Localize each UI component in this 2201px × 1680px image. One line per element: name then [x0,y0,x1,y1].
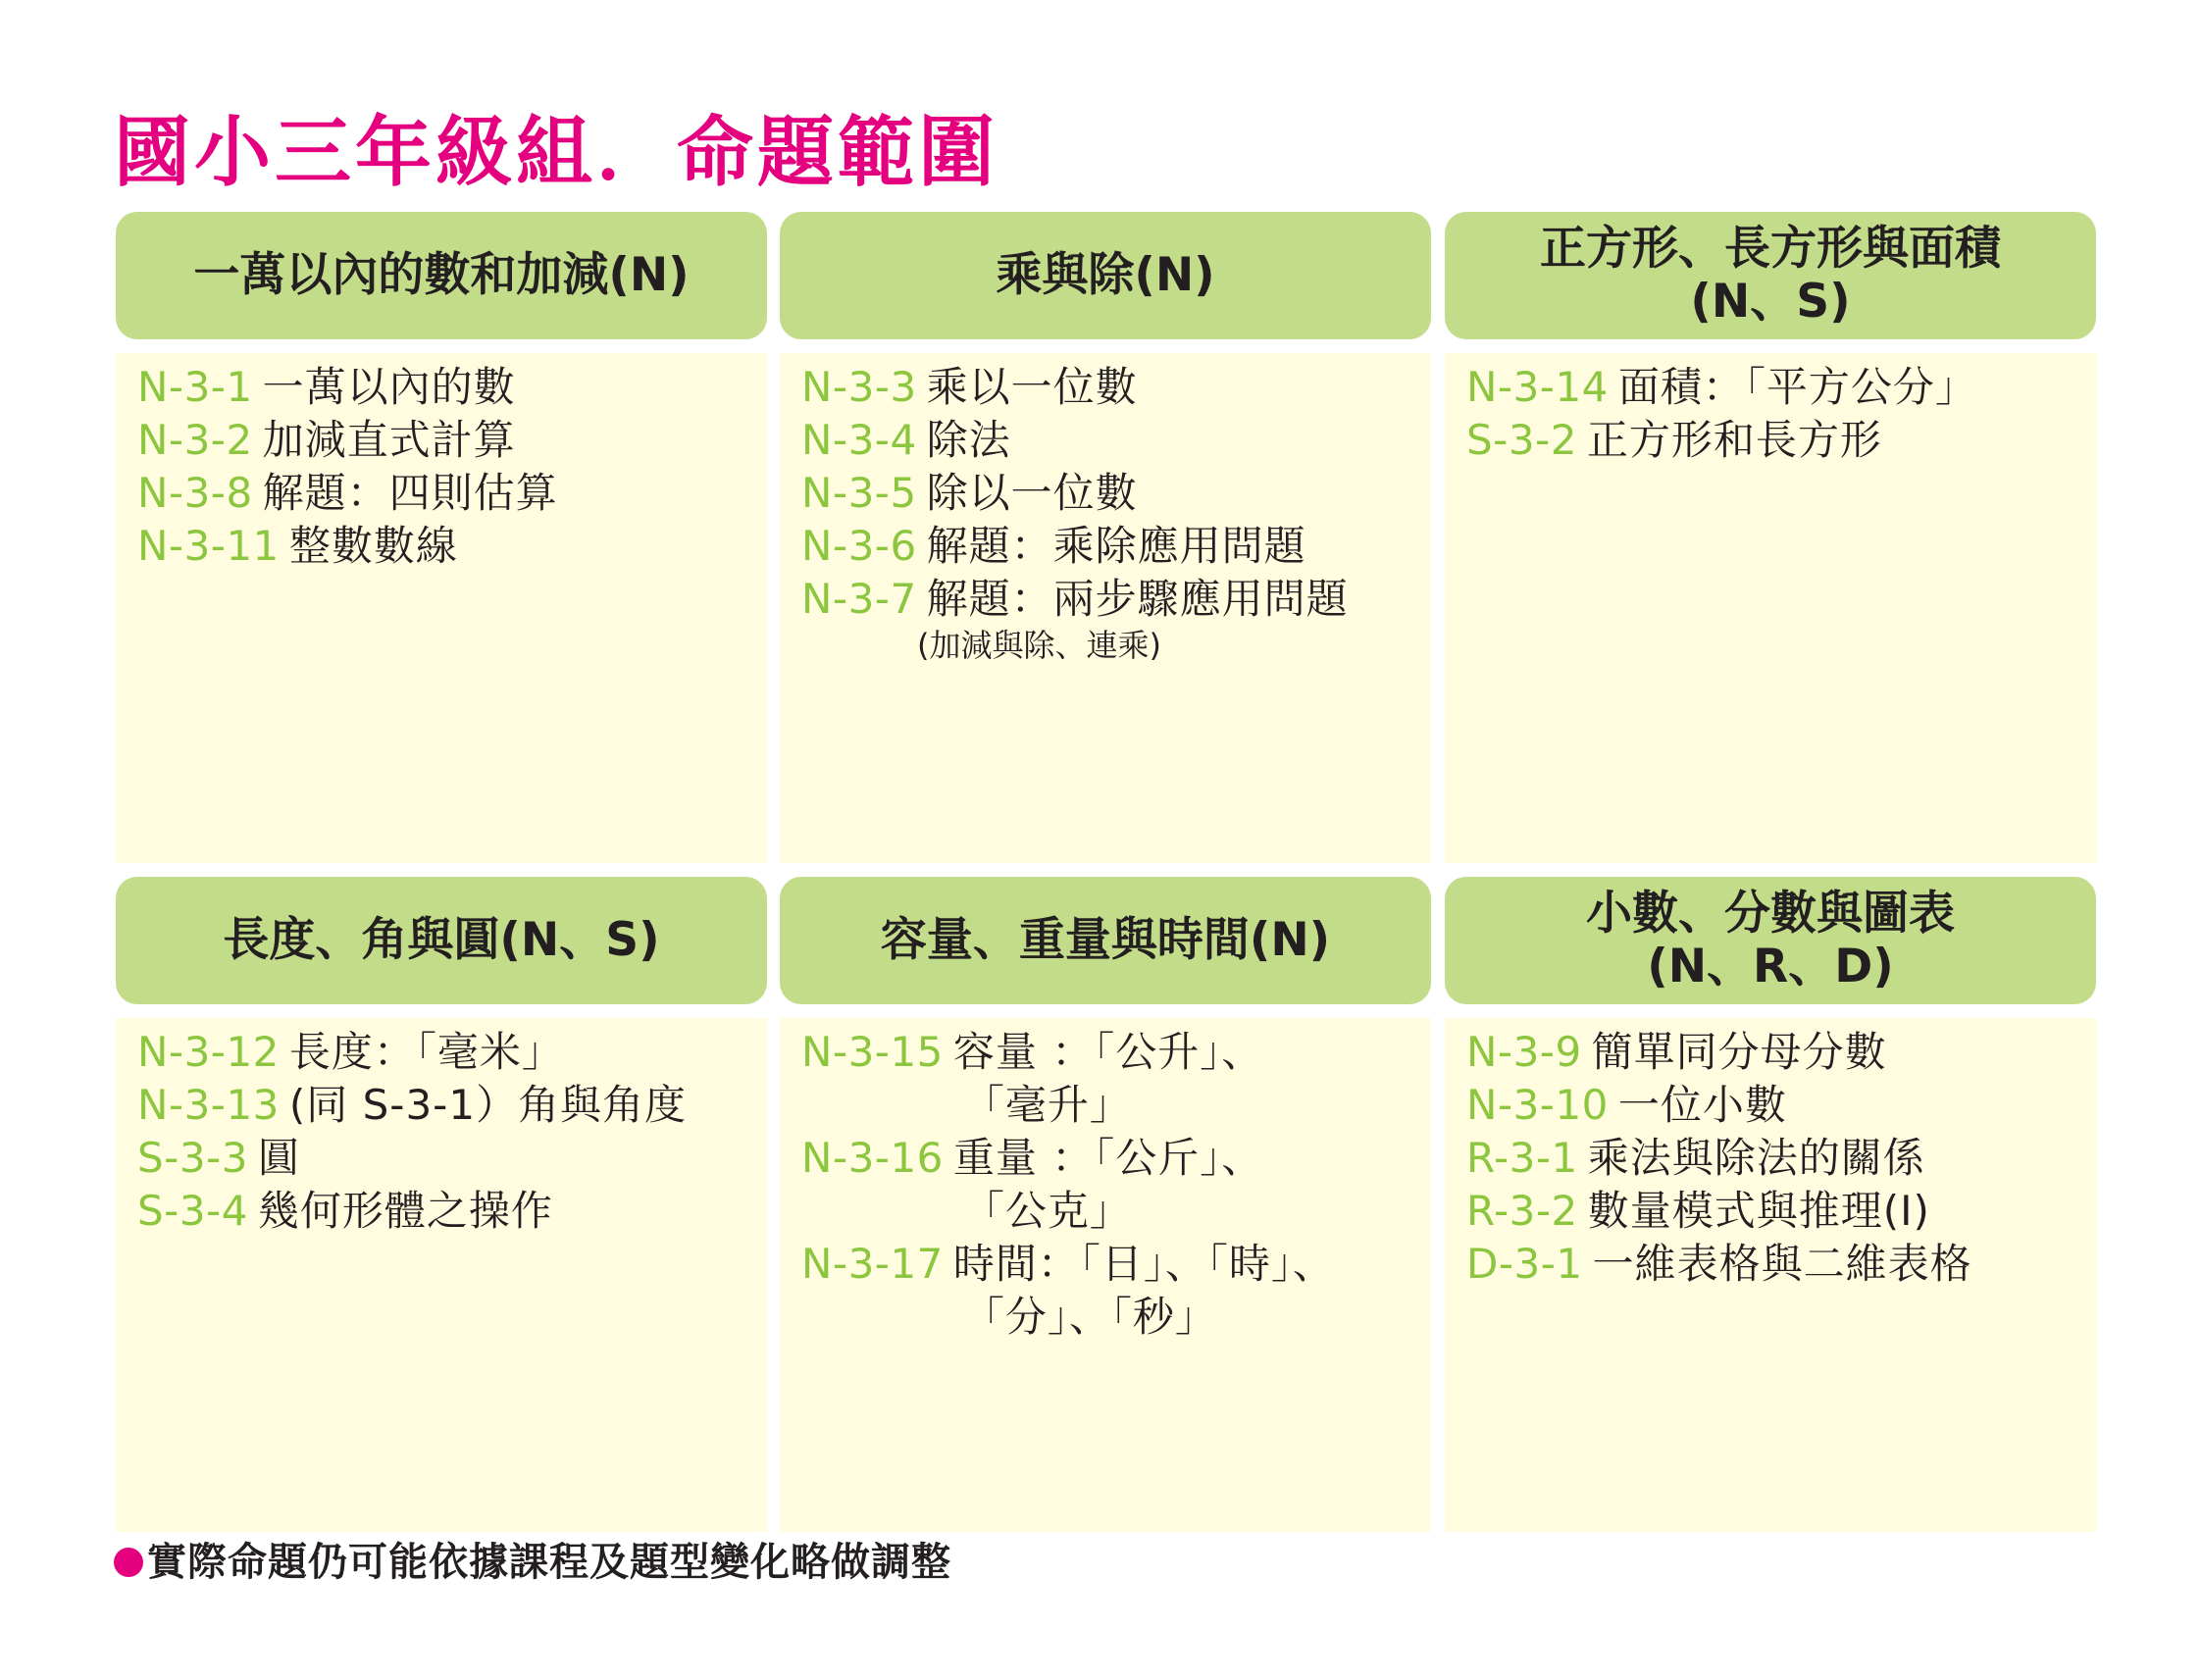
topic-text-line: 「分」、「秒」 [962,1293,1217,1341]
topic-text [263,414,516,467]
topic-code: D-3-1 [1466,1240,1583,1288]
topic-text [1618,1079,1787,1132]
topic-text-line: 圓 [257,1134,300,1182]
panel-heading-line: 正方形、長方形與面積 [1540,222,2001,276]
topic-code: N-3-9 [1466,1028,1582,1076]
topic-text-line: 「公克」 [962,1187,1132,1235]
topic-text [1587,414,1882,467]
topic-item [801,1238,1421,1344]
topic-code: N-3-17 [801,1240,944,1288]
topic-list [801,361,1421,665]
topic-item [1466,1026,2086,1079]
topic-text-line: 加減直式計算 [262,416,516,464]
topic-text-line: 幾何形體之操作 [257,1187,553,1235]
bullet-icon [114,1548,143,1577]
topic-text-line: 一維表格與二維表格 [1592,1240,1972,1288]
topic-item [1466,414,2086,467]
topic-text [1618,361,1977,414]
topic-item [137,414,757,467]
topic-text [1588,1185,1930,1238]
topic-code: R-3-2 [1466,1187,1578,1235]
topic-text [289,1026,564,1079]
topic-item [801,467,1421,520]
topic-code: N-3-2 [137,416,253,464]
topic-text-line: 解題：乘除應用問題 [926,522,1306,570]
topic-text-line: 重量 ：「公斤」、 [952,1134,1264,1182]
topic-text-line: 乘法與除法的關係 [1587,1134,1925,1182]
topic-list [801,1026,1421,1344]
topic-code: N-3-3 [801,363,917,411]
topic-list [137,1026,757,1238]
panel-body [780,1018,1431,1532]
topic-text-line: 一萬以內的數 [262,363,516,411]
topic-text [953,1238,1335,1344]
panel-body [780,353,1431,863]
topic-code: N-3-7 [801,575,917,623]
panel-heading [780,212,1431,339]
panel-body [116,1018,767,1532]
topic-text [258,1132,300,1185]
topic-text [927,361,1138,414]
panel-heading-line: 小數、分數與圖表 [1586,887,1955,941]
topic-text-line: (同 S-3-1）角與角度 [288,1081,688,1129]
topic-code: S-3-3 [137,1134,248,1182]
topic-text [289,520,458,573]
topic-text-line: 面積：「平方公分」 [1617,363,1977,411]
topic-item [1466,1132,2086,1185]
topic-item [801,573,1421,626]
topic-code: N-3-5 [801,469,917,517]
topic-text [1592,1026,1887,1079]
topic-text [927,573,1349,626]
topic-code: N-3-16 [801,1134,944,1182]
topic-item [801,361,1421,414]
topic-item [137,361,757,414]
topic-list [1466,1026,2086,1291]
footnote [114,1536,951,1589]
topic-text-line: 除法 [926,416,1011,464]
topic-code: N-3-6 [801,522,917,570]
topic-code: S-3-2 [1466,416,1577,464]
topic-item [801,414,1421,467]
topic-item [1466,361,2086,414]
topic-text [1588,1132,1925,1185]
topic-item [137,1185,757,1238]
topic-text [927,414,1011,467]
topic-text-line: 「毫升」 [962,1081,1132,1129]
topic-note: (加減與除、連乘) [917,627,1161,664]
topic-text [263,361,516,414]
panel-heading-line: 容量、重量與時間(N) [880,913,1331,967]
panel-heading [1445,877,2096,1004]
topic-list [137,361,757,573]
topic-text-line: 解題：四則估算 [262,469,558,517]
topic-code: N-3-14 [1466,363,1609,411]
topic-text-line: 長度：「毫米」 [288,1028,564,1076]
topic-item [801,1026,1421,1132]
topic-text [953,1132,1263,1238]
topic-item [801,520,1421,573]
topic-code: N-3-12 [137,1028,280,1076]
panel-heading-line: 長度、角與圓(N、S) [223,913,660,967]
page-title: 國小三年級組．命題範圍 [114,109,999,197]
topic-text-line: 一位小數 [1617,1081,1787,1129]
topic-text-line: 容量 ：「公升」、 [952,1028,1264,1076]
topic-text-line: 正方形和長方形 [1586,416,1882,464]
topic-code: N-3-13 [137,1081,280,1129]
topic-code: S-3-4 [137,1187,248,1235]
panel-body [116,353,767,863]
panel-heading [116,877,767,1004]
topic-item [137,1079,757,1132]
topic-item [137,520,757,573]
panel-heading-line: 乘與除(N) [996,248,1215,302]
panel-body [1445,353,2096,863]
topic-text [953,1026,1263,1132]
topic-text [927,520,1306,573]
topic-code: N-3-1 [137,363,253,411]
topic-item [1466,1079,2086,1132]
topic-item [1466,1185,2086,1238]
panel-heading-line: (N、S) [1690,275,1851,329]
topic-item [1466,1238,2086,1291]
footnote-text: 實際命題仍可能依據課程及題型變化略做調整 [147,1540,951,1585]
topic-code: N-3-15 [801,1028,944,1076]
topic-text [263,467,558,520]
panel-heading-line: 一萬以內的數和加減(N) [193,248,690,302]
topic-text [1593,1238,1972,1291]
topic-text [258,1185,553,1238]
topic-text [289,1079,687,1132]
topic-list [1466,361,2086,467]
panel-body [1445,1018,2096,1532]
topic-code: N-3-11 [137,522,280,570]
panel-heading-line: (N、R、D) [1647,940,1894,993]
topic-text-line: 乘以一位數 [926,363,1138,411]
topic-item [137,1132,757,1185]
topic-code: N-3-4 [801,416,917,464]
topic-text-line: 時間：「日」、「時」、 [952,1240,1335,1288]
topic-text-line: 解題：兩步驟應用問題 [926,575,1349,623]
topic-item [137,467,757,520]
topic-item [137,1026,757,1079]
topic-code: N-3-10 [1466,1081,1609,1129]
topic-text-line: 簡單同分母分數 [1591,1028,1887,1076]
topic-code: R-3-1 [1466,1134,1578,1182]
topic-item [801,1132,1421,1238]
topic-text-line: 整數數線 [288,522,458,570]
topic-code: N-3-8 [137,469,253,517]
panel-heading [1445,212,2096,339]
topic-text-line: 除以一位數 [926,469,1138,517]
topic-text [927,467,1138,520]
panel-heading [116,212,767,339]
topic-text-line: 數量模式與推理(I) [1587,1187,1930,1235]
panel-heading [780,877,1431,1004]
